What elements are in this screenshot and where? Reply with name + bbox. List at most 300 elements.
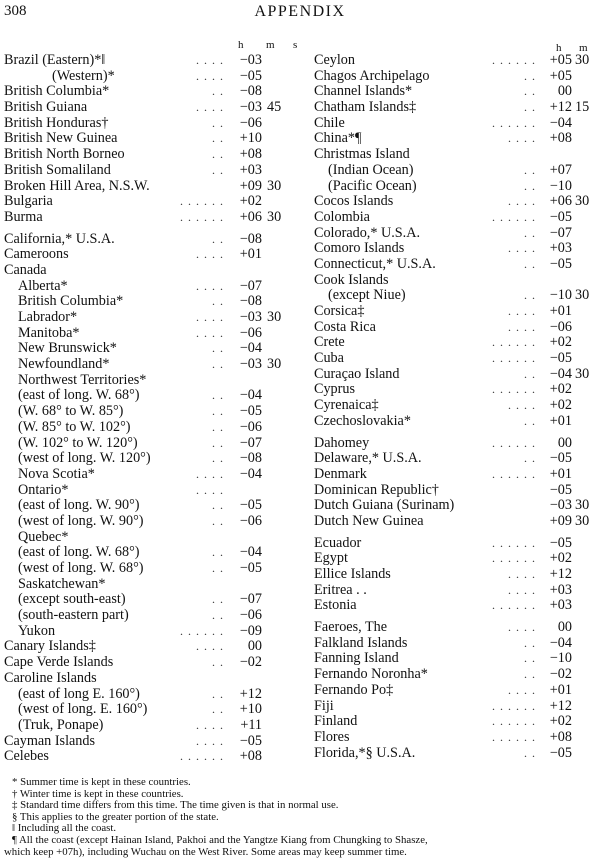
- place-name: (W. 85° to W. 102°): [18, 418, 131, 435]
- place-name: Chile: [314, 114, 345, 131]
- place-name: (east of long. W. 68°): [18, 387, 140, 404]
- table-row: [4, 451, 302, 467]
- footnote: * Summer time is kept in these countries.: [12, 776, 191, 788]
- utc-offset-minutes: 30: [575, 287, 590, 304]
- utc-offset-hours: −05: [549, 350, 572, 367]
- place-name: (W. 68° to W. 85°): [18, 403, 124, 420]
- utc-offset-hours: 00: [557, 434, 572, 451]
- utc-offset-hours: +08: [549, 130, 572, 147]
- utc-offset-hours: +02: [549, 334, 572, 351]
- leader-dots: . . . . . .: [492, 598, 536, 613]
- utc-offset-hours: +05: [549, 67, 572, 84]
- place-name: Faeroes, The: [314, 619, 388, 636]
- place-name: (south-eastern part): [18, 607, 129, 624]
- footnote: which keep +07h), including Wuchau on the West River. Some areas may keep summer time.: [4, 845, 407, 858]
- leader-dots: . . . . . .: [492, 466, 536, 481]
- place-name: (Indian Ocean): [328, 161, 414, 178]
- table-row: [4, 483, 302, 499]
- table-row: [314, 367, 598, 383]
- utc-offset-hours: −04: [549, 114, 572, 131]
- place-name: (west of long. W. 90°): [18, 512, 144, 529]
- utc-offset-hours: −06: [239, 418, 262, 435]
- place-name: Dahomey: [314, 434, 370, 451]
- table-row: [4, 718, 302, 734]
- place-name: Comoro Islands: [314, 240, 405, 257]
- place-name: (west of long. W. 120°): [18, 450, 151, 467]
- place-name: Celebes: [4, 748, 49, 765]
- utc-offset-hours: +06: [549, 193, 572, 210]
- place-name: (except south-east): [18, 591, 126, 608]
- utc-offset-hours: −04: [239, 340, 262, 357]
- table-row: [314, 116, 598, 132]
- table-row: [4, 734, 302, 750]
- leader-dots: . . . . . .: [492, 115, 536, 130]
- place-name: Dominican Republic†: [314, 481, 439, 498]
- utc-offset-hours: −10: [549, 177, 572, 194]
- leader-dots: . . . .: [196, 278, 224, 293]
- leader-dots: . . . . . .: [492, 435, 536, 450]
- utc-offset-hours: −02: [549, 666, 572, 683]
- place-name: Saskatchewan*: [18, 575, 106, 592]
- leader-dots: . .: [524, 366, 536, 381]
- place-name: Colorado,* U.S.A.: [314, 224, 421, 241]
- utc-offset-hours: +06: [239, 208, 262, 225]
- leader-dots: . . . .: [196, 247, 224, 262]
- place-name: Delaware,* U.S.A.: [314, 450, 422, 467]
- utc-offset-minutes: 30: [267, 177, 282, 194]
- place-name: Brazil (Eastern)*‖: [4, 52, 106, 68]
- table-row: [314, 699, 598, 715]
- table-row: [4, 404, 302, 420]
- utc-offset-hours: +01: [549, 412, 572, 429]
- place-name: (west of long. E. 160°): [18, 701, 148, 718]
- utc-offset-hours: +12: [549, 566, 572, 582]
- unit-header-hours-left: h: [238, 39, 244, 51]
- table-row: [314, 84, 598, 100]
- utc-offset-hours: −07: [239, 591, 262, 608]
- table-row: [314, 163, 598, 179]
- table-row: [4, 749, 302, 765]
- table-row: [4, 561, 302, 577]
- utc-offset-hours: −05: [549, 450, 572, 467]
- place-name: Cook Islands: [314, 271, 389, 288]
- table-row: [314, 226, 598, 242]
- table-row: [314, 667, 598, 683]
- utc-offset-minutes: 30: [575, 512, 590, 529]
- place-name: Labrador*: [18, 309, 78, 325]
- table-row: [314, 273, 598, 289]
- table-row: [4, 639, 302, 655]
- table-row: [314, 69, 598, 85]
- leader-dots: . .: [212, 419, 224, 434]
- place-name: (W. 102° to W. 120°): [18, 434, 138, 451]
- table-row: [4, 131, 302, 147]
- table-row: [4, 577, 302, 593]
- place-name: Cuba: [314, 350, 344, 367]
- leader-dots: . .: [524, 68, 536, 83]
- utc-offset-minutes: 30: [575, 193, 590, 210]
- table-row: [4, 373, 302, 389]
- table-row: [4, 687, 302, 703]
- unit-header-minutes-left: m: [266, 39, 275, 51]
- utc-offset-hours: +12: [549, 697, 572, 714]
- leader-dots: . .: [212, 115, 224, 130]
- leader-dots: . . . .: [196, 53, 224, 67]
- leader-dots: . . . .: [196, 100, 224, 115]
- utc-offset-hours: +02: [549, 550, 572, 567]
- table-row: [4, 498, 302, 514]
- table-row: [4, 608, 302, 624]
- table-row: [314, 498, 598, 514]
- utc-offset-minutes: 30: [267, 309, 282, 325]
- utc-offset-hours: +02: [549, 397, 572, 414]
- leader-dots: . . . . . .: [492, 698, 536, 713]
- utc-offset-hours: +08: [549, 728, 572, 745]
- place-name: Quebec*: [18, 528, 69, 545]
- place-name: Ecuador: [314, 534, 362, 551]
- leader-dots: . . . .: [196, 310, 224, 324]
- utc-offset-hours: −09: [239, 622, 262, 639]
- footnote: ‡ Standard time differs from this time. The time given is that in normal use.: [12, 799, 339, 812]
- table-row: [314, 451, 598, 467]
- leader-dots: . . . .: [196, 325, 224, 340]
- leader-dots: . .: [212, 545, 224, 560]
- leader-dots: . .: [212, 388, 224, 403]
- unit-header-minutes-right: m: [579, 42, 588, 54]
- utc-offset-hours: −08: [239, 83, 262, 100]
- place-name: Northwest Territories*: [18, 371, 147, 388]
- table-row: [4, 263, 302, 279]
- place-name: Nova Scotia*: [18, 465, 95, 482]
- leader-dots: . . . . . .: [180, 623, 224, 638]
- table-row: [314, 536, 598, 552]
- place-name: Finland: [314, 713, 358, 730]
- leader-dots: . . . . . .: [492, 729, 536, 744]
- place-name: Curaçao Island: [314, 365, 400, 382]
- utc-offset-hours: −05: [239, 403, 262, 420]
- table-row: [4, 294, 302, 310]
- table-row: [4, 179, 302, 195]
- place-name: Costa Rica: [314, 318, 376, 335]
- utc-offset-hours: +03: [549, 240, 572, 257]
- utc-offset-hours: +03: [549, 597, 572, 614]
- table-row: [4, 116, 302, 132]
- leader-dots: . .: [212, 655, 224, 670]
- place-name: Ellice Islands: [314, 566, 391, 582]
- table-row: [314, 651, 598, 667]
- utc-offset-hours: −10: [549, 650, 572, 667]
- table-row: [4, 247, 302, 263]
- leader-dots: . . . . . .: [492, 351, 536, 366]
- leader-dots: . . . .: [196, 733, 224, 748]
- place-name: British New Guinea: [4, 130, 118, 147]
- leader-dots: . .: [212, 686, 224, 701]
- utc-offset-hours: +08: [239, 748, 262, 765]
- leader-dots: . . . . . .: [492, 551, 536, 566]
- leader-dots: . .: [212, 451, 224, 466]
- leader-dots: . . . .: [508, 620, 536, 635]
- table-row: [4, 53, 302, 69]
- leader-dots: . .: [212, 498, 224, 513]
- table-row: [314, 335, 598, 351]
- utc-offset-minutes: 15: [575, 99, 590, 116]
- table-row: [314, 414, 598, 430]
- table-row: [314, 147, 598, 163]
- table-row: [314, 320, 598, 336]
- place-name: Bulgaria: [4, 193, 53, 210]
- left-column: [4, 53, 302, 765]
- utc-offset-hours: −03: [239, 99, 262, 116]
- place-name: Crete: [314, 334, 345, 351]
- utc-offset-hours: −05: [549, 255, 572, 272]
- page-header: [0, 3, 600, 25]
- place-name: Christmas Island: [314, 146, 410, 163]
- leader-dots: . .: [212, 592, 224, 607]
- place-name: Ontario*: [18, 481, 69, 498]
- leader-dots: . . . .: [196, 68, 224, 83]
- footnotes: [2, 777, 598, 858]
- place-name: Estonia: [314, 597, 357, 614]
- place-name: Connecticut,* U.S.A.: [314, 255, 436, 272]
- utc-offset-minutes: 30: [575, 497, 590, 514]
- leader-dots: . . . . . .: [492, 714, 536, 729]
- utc-offset-hours: +03: [549, 581, 572, 598]
- place-name: Colombia: [314, 208, 370, 225]
- page-number: 308: [4, 3, 27, 19]
- leader-dots: . .: [212, 84, 224, 99]
- place-name: Chagos Archipelago: [314, 67, 430, 84]
- place-name: Caroline Islands: [4, 669, 97, 686]
- place-name: Fiji: [314, 697, 334, 714]
- leader-dots: . . . .: [508, 194, 536, 209]
- leader-dots: . .: [212, 702, 224, 717]
- table-row: [314, 241, 598, 257]
- place-name: New Brunswick*: [18, 340, 117, 357]
- place-name: Cameroons: [4, 246, 69, 263]
- place-name: Czechoslovakia*: [314, 412, 411, 429]
- table-row: [4, 624, 302, 640]
- table-row: [314, 730, 598, 746]
- table-row: [314, 131, 598, 147]
- utc-offset-hours: +01: [549, 465, 572, 482]
- table-row: [4, 671, 302, 687]
- table-row: [4, 388, 302, 404]
- table-row: [314, 583, 598, 599]
- leader-dots: . . . .: [196, 466, 224, 481]
- place-name: Canada: [4, 261, 47, 278]
- place-name: British North Borneo: [4, 146, 125, 163]
- utc-offset-hours: +10: [239, 130, 262, 147]
- table-row: [4, 655, 302, 671]
- table-row: [4, 194, 302, 210]
- leader-dots: . .: [524, 84, 536, 99]
- place-name: (west of long. W. 68°): [18, 560, 144, 576]
- table-row: [4, 84, 302, 100]
- table-row: [314, 436, 598, 452]
- utc-offset-hours: 00: [247, 638, 262, 655]
- place-name: Florida,*§ U.S.A.: [314, 744, 416, 761]
- utc-offset-hours: −05: [549, 208, 572, 225]
- table-row: [4, 210, 302, 226]
- leader-dots: . . . . . .: [180, 209, 224, 224]
- utc-offset-hours: −05: [239, 67, 262, 84]
- footnote: § This applies to the greater portion of the state.: [12, 810, 219, 823]
- table-row: [4, 702, 302, 718]
- leader-dots: . .: [524, 100, 536, 115]
- utc-offset-hours: −08: [239, 293, 262, 310]
- utc-offset-hours: −05: [239, 732, 262, 749]
- utc-offset-hours: +01: [239, 246, 262, 263]
- table-row: [314, 683, 598, 699]
- table-row: [314, 194, 598, 210]
- place-name: Manitoba*: [18, 324, 80, 341]
- unit-header-seconds-left: s: [293, 39, 298, 51]
- unit-header-hours-right: h: [556, 42, 562, 54]
- table-row: [4, 69, 302, 85]
- leader-dots: . .: [524, 162, 536, 177]
- utc-offset-hours: +08: [239, 146, 262, 163]
- leader-dots: . . . . . .: [492, 382, 536, 397]
- utc-offset-hours: −04: [549, 365, 572, 382]
- leader-dots: . . . .: [196, 482, 224, 497]
- place-name: Corsica‡: [314, 303, 365, 319]
- utc-offset-minutes: 30: [267, 208, 282, 225]
- place-name: California,* U.S.A.: [4, 230, 115, 247]
- leader-dots: . .: [524, 413, 536, 428]
- utc-offset-hours: −04: [239, 544, 262, 561]
- place-name: (east of long E. 160°): [18, 685, 140, 702]
- right-column: [314, 53, 598, 761]
- utc-offset-hours: −08: [239, 230, 262, 247]
- table-row: [4, 436, 302, 452]
- utc-offset-hours: +01: [549, 681, 572, 698]
- table-row: [4, 310, 302, 326]
- table-row: [4, 232, 302, 248]
- utc-offset-hours: −10: [549, 287, 572, 304]
- table-row: [4, 326, 302, 342]
- place-name: (except Niue): [328, 287, 406, 304]
- leader-dots: . . . . . .: [492, 535, 536, 550]
- place-name: (Western)*: [52, 67, 115, 84]
- leader-dots: . . . .: [196, 717, 224, 732]
- place-name: China*¶: [314, 130, 362, 147]
- utc-offset-hours: +07: [549, 161, 572, 178]
- utc-offset-hours: +03: [239, 161, 262, 178]
- utc-offset-hours: +12: [549, 99, 572, 116]
- place-name: Chatham Islands‡: [314, 99, 417, 116]
- utc-offset-minutes: 30: [575, 365, 590, 382]
- leader-dots: . .: [524, 651, 536, 666]
- utc-offset-hours: −06: [239, 607, 262, 624]
- utc-offset-minutes: 30: [575, 52, 590, 68]
- leader-dots: . .: [524, 635, 536, 650]
- leader-dots: . .: [524, 225, 536, 240]
- utc-offset-hours: −02: [239, 654, 262, 671]
- leader-dots: . .: [524, 451, 536, 466]
- utc-offset-hours: +01: [549, 303, 572, 319]
- utc-offset-hours: +11: [240, 716, 262, 733]
- utc-offset-hours: +02: [549, 713, 572, 730]
- utc-offset-hours: −06: [549, 318, 572, 335]
- place-name: Burma: [4, 208, 43, 225]
- place-name: Dutch New Guinea: [314, 512, 424, 529]
- utc-offset-hours: −03: [239, 52, 262, 68]
- utc-offset-hours: +09: [239, 177, 262, 194]
- utc-offset-hours: −04: [239, 387, 262, 404]
- place-name: Alberta*: [18, 277, 68, 294]
- table-row: [4, 357, 302, 373]
- table-row: [314, 53, 598, 69]
- leader-dots: . .: [212, 513, 224, 528]
- table-row: [314, 620, 598, 636]
- utc-offset-hours: −03: [239, 309, 262, 325]
- table-row: [314, 179, 598, 195]
- place-name: Eritrea . .: [314, 581, 367, 598]
- table-row: [314, 382, 598, 398]
- leader-dots: . . . .: [508, 241, 536, 256]
- utc-offset-hours: −07: [239, 434, 262, 451]
- leader-dots: . . . . . .: [492, 335, 536, 350]
- utc-offset-hours: 00: [557, 619, 572, 636]
- place-name: Falkland Islands: [314, 634, 408, 651]
- place-name: Fernando Po‡: [314, 681, 394, 698]
- table-row: [4, 279, 302, 295]
- place-name: British Somaliland: [4, 161, 111, 178]
- utc-offset-hours: −06: [239, 324, 262, 341]
- table-row: [314, 636, 598, 652]
- leader-dots: . .: [524, 667, 536, 682]
- table-row: [314, 714, 598, 730]
- utc-offset-hours: −03: [239, 356, 262, 373]
- utc-offset-hours: 00: [557, 83, 572, 100]
- table-row: [314, 351, 598, 367]
- utc-offset-hours: +12: [239, 685, 262, 702]
- place-name: Egypt: [314, 550, 348, 567]
- place-name: Broken Hill Area, N.S.W.: [4, 177, 150, 194]
- utc-offset-hours: −05: [549, 744, 572, 761]
- leader-dots: . . . . . .: [180, 749, 224, 764]
- leader-dots: . .: [212, 357, 224, 372]
- utc-offset-hours: −04: [239, 465, 262, 482]
- table-row: [314, 514, 598, 530]
- utc-offset-hours: −06: [239, 114, 262, 131]
- table-row: [314, 551, 598, 567]
- place-name: (east of long. W. 90°): [18, 497, 140, 514]
- footnote: ‖ Including all the coast.: [12, 822, 117, 835]
- place-name: British Columbia*: [4, 83, 110, 100]
- utc-offset-hours: −05: [549, 481, 572, 498]
- place-name: British Columbia*: [18, 293, 124, 310]
- utc-offset-hours: +09: [549, 512, 572, 529]
- leader-dots: . . . . . .: [180, 194, 224, 209]
- leader-dots: . .: [212, 404, 224, 419]
- utc-offset-hours: −08: [239, 450, 262, 467]
- leader-dots: . .: [212, 294, 224, 309]
- utc-offset-hours: −07: [239, 277, 262, 294]
- place-name: (Pacific Ocean): [328, 177, 417, 194]
- table-row: [4, 530, 302, 546]
- table-row: [4, 100, 302, 116]
- table-row: [314, 257, 598, 273]
- table-row: [4, 514, 302, 530]
- leader-dots: . . . .: [508, 304, 536, 318]
- table-row: [4, 341, 302, 357]
- table-row: [4, 467, 302, 483]
- leader-dots: . .: [212, 608, 224, 623]
- table-row: [314, 598, 598, 614]
- place-name: Yukon: [18, 622, 56, 639]
- table-row: [314, 304, 598, 320]
